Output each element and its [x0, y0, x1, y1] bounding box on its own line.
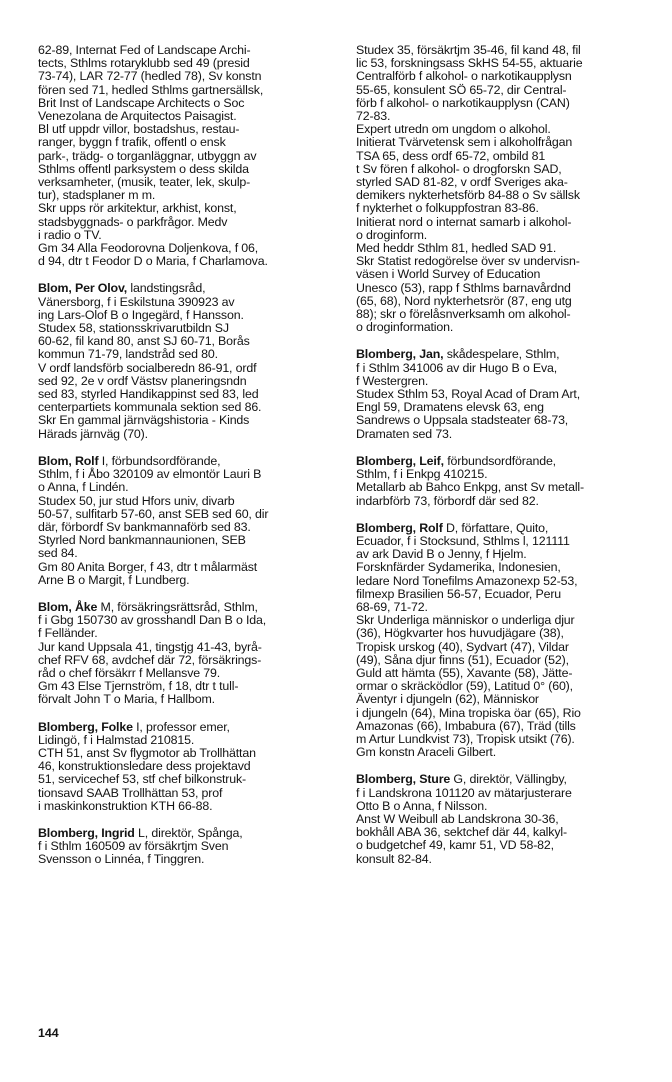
entry-continuation — [356, 44, 650, 334]
entry-line: I, professor emer, — [132, 719, 230, 734]
entry-line: D, författare, Quito, — [442, 520, 549, 535]
entry-line: 68-69, 71-72. — [356, 599, 428, 614]
entry-line: i maskinkonstruktion KTH 66-88. — [38, 798, 213, 813]
entry-line: Tropisk urskog (40), Sydvart (47), Vildar — [356, 639, 569, 654]
entry-line: Skr upps rör arkitektur, arkhist, konst, — [38, 201, 237, 216]
entry-line: chef RFV 68, avdchef där 72, försäkrings- — [38, 652, 262, 667]
entry-line: styrled SAD 81-82, v ordf Sveriges aka- — [356, 175, 568, 190]
entry-line: ranger, byggn f trafik, offentl o ensk — [38, 135, 226, 150]
entry-line: filmexp Brasilien 56-57, Ecuador, Peru — [356, 586, 562, 601]
entry-line: f i Sthlm 160509 av försäkrtjm Sven — [38, 839, 229, 854]
entry-line: V ordf landsförb socialberedn 86-91, ordf — [38, 360, 257, 375]
entry-line: Metallarb ab Bahco Enkpg, anst Sv metall- — [356, 480, 585, 495]
entry-line: Dramaten sed 73. — [356, 426, 453, 441]
entry-line: Unesco (53), rapp f Sthlms barnavårdnd — [356, 280, 571, 295]
entry-line: verksamheter, (musik, teater, lek, skulp- — [38, 175, 251, 190]
entry-line: Sthlms offentl parksystem o dess skilda — [38, 161, 249, 176]
entry-line: Bl utf uppdr villor, bostadshus, restau- — [38, 122, 240, 137]
entry-line: G, direktör, Vällingby, — [450, 772, 567, 787]
entry-line: Gm 34 Alla Feodorovna Doljenkova, f 06, — [38, 241, 259, 256]
entry-line: f i Landskrona 101120 av mätarjusterare — [356, 785, 572, 800]
entry-name: Blom, Rolf — [38, 453, 99, 468]
entry-line: tionsavd SAAB Trollhättan 53, prof — [38, 785, 223, 800]
entry-line: Studex Sthlm 53, Royal Acad of Dram Art, — [356, 387, 581, 402]
entry-blomberg-folke — [38, 721, 328, 813]
entry-line: Initierat nord o internat samarb i alkohol- — [356, 214, 572, 229]
entry-line: (49), Såna djur finns (51), Ecuador (52), — [356, 652, 569, 667]
entry-line: Skr Statist redogörelse över sv undervisn- — [356, 254, 580, 269]
entry-line: 72-83. — [356, 109, 391, 124]
entry-line: tects, Sthlms rotaryklubb sed 49 (presid — [38, 56, 250, 71]
entry-line: 55-65, konsulent SÖ 65-72, dir Central- — [356, 82, 567, 97]
entry-line: 51, servicechef 53, stf chef bilkonstruk- — [38, 772, 247, 787]
entry-line: o budgetchef 49, kamr 51, VD 58-82, — [356, 838, 554, 853]
entry-line: fören sed 71, hedled Sthlms gartnersällsk, — [38, 82, 264, 97]
entry-line: Sthlm, f i Åbo 320109 av elmontör Lauri B — [38, 467, 262, 482]
entry-line: Expert utredn om ungdom o alkohol. — [356, 122, 551, 137]
entry-line: park-, trädg- o torganläggnar, utbyggn av — [38, 148, 257, 163]
entry-line: där, förbordf Sv bankmannaförb sed 83. — [38, 519, 251, 534]
entry-line: TSA 65, dess ordf 65-72, ombild 81 — [356, 148, 546, 163]
entry-line: Anst W Weibull ab Landskrona 30-36, — [356, 811, 559, 826]
entry-line: i djungeln (64), Mina tropiska öar (65), Rio — [356, 705, 581, 720]
entry-line: Sandrews o Uppsala stadsteater 68-73, — [356, 413, 569, 428]
entry-line: 60-62, fil kand 80, anst SJ 60-71, Borås — [38, 334, 250, 349]
entry-line: f nykterhet o folkuppfostran 83-86. — [356, 201, 539, 216]
entry-line: råd o chef försäkrr f Mellansve 79. — [38, 665, 221, 680]
entry-line: Studex 58, stationsskrivarutbildn SJ — [38, 321, 229, 336]
entry-line: L, direktör, Spånga, — [134, 825, 243, 840]
entry-line: Sthlm, f i Enkpg 410215. — [356, 467, 488, 482]
entry-line: Guld att hämta (55), Xavante (58), Jätte- — [356, 665, 573, 680]
entry-line: indarbförb 73, förbordf där sed 82. — [356, 493, 539, 508]
entry-line: 62-89, Internat Fed of Landscape Archi- — [38, 43, 251, 57]
entry-line: Skr En gammal järnvägshistoria - Kinds — [38, 413, 250, 428]
entry-blom-rolf — [38, 455, 328, 587]
entry-line: Jur kand Uppsala 41, tingstjg 41-43, byrå- — [38, 639, 262, 654]
entry-line: o Anna, f Lindén. — [38, 480, 129, 495]
page-number: 144 — [38, 1026, 59, 1040]
entry-line: f Felländer. — [38, 626, 98, 641]
entry-line: Härads järnväg (70). — [38, 426, 148, 441]
entry-first-line — [356, 773, 650, 786]
entry-line: konsult 82-84. — [356, 851, 432, 866]
entry-line: väsen i World Survey of Education — [356, 267, 541, 282]
entry-line: Studex 35, försäkrtjm 35-46, fil kand 48, fil — [356, 43, 581, 57]
entry-line: sed 83, styrled Handikappinst sed 83, led — [38, 387, 259, 402]
entry-line: Vänersborg, f i Eskilstuna 390923 av — [38, 294, 235, 309]
entry-line: lic 53, forskningsass SkHS 54-55, aktuarie — [356, 56, 583, 71]
entry-line: Gm 80 Anita Borger, f 43, dtr t målarmäst — [38, 559, 258, 574]
entry-blomberg-sture — [356, 773, 650, 865]
entry-line: Initierat Tvärvetensk sem i alkoholfrågan — [356, 135, 573, 150]
entry-blomberg-jan — [356, 348, 650, 440]
entry-line: Styrled Nord bankmannaunionen, SEB — [38, 533, 246, 548]
entry-line: förb f alkohol- o narkotikaupplysn (CAN) — [356, 95, 570, 110]
entry-name: Blomberg, Folke — [38, 719, 133, 734]
entry-first-line — [38, 721, 328, 734]
entry-line: demikers nykterhetsförb 84-88 o Sv sällsk — [356, 188, 580, 203]
entry-line: o droginform. — [356, 227, 428, 242]
entry-line: (65, 68), Nord nykterhetsrör (87, eng utg — [356, 293, 572, 308]
entry-line: t Sv fören f alkohol- o drogforskn SAD, — [356, 161, 562, 176]
entry-blomberg-rolf — [356, 522, 650, 760]
entry-line: d 94, dtr t Feodor D o Maria, f Charlamova. — [38, 254, 268, 269]
entry-line: Ecuador, f i Stocksund, Sthlms l, 121111 — [356, 533, 570, 548]
entry-name: Blom, Per Olov, — [38, 281, 128, 296]
entry-line: 88); skr o förelåsnverksamh om alkohol- — [356, 307, 571, 322]
entry-line: I, förbundsordförande, — [98, 453, 221, 468]
entry-line: Venezolana de Arquitectos Paisagist. — [38, 109, 237, 124]
entry-line: Forsknfärder Sydamerika, Indonesien, — [356, 560, 561, 575]
entry-line: Centralförb f alkohol- o narkotikaupplysn — [356, 69, 572, 84]
entry-line: skådespelare, Sthlm, — [443, 347, 560, 362]
entry-line: Arne B o Margit, f Lundberg. — [38, 572, 190, 587]
entry-line: stadsbyggnads- o parkfrågor. Medv — [38, 214, 228, 229]
entry-line: f i Gbg 150730 av grosshandl Dan B o Ida, — [38, 613, 267, 628]
entry-line: M, försäkringsrättsråd, Sthlm, — [97, 599, 258, 614]
entry-line: centerpartiets kommunala sektion sed 86. — [38, 400, 262, 415]
entry-first-line — [356, 348, 650, 361]
entry-line: Äventyr i djungeln (62), Människor — [356, 692, 539, 707]
entry-line: i radio o TV. — [38, 227, 102, 242]
entry-line: 46, konstruktionsledare dess projektavd — [38, 759, 251, 774]
entry-line: Brit Inst of Landscape Architects o Soc — [38, 95, 245, 110]
entry-line: m Artur Lundkvist 73), Tropisk utsikt (76). — [356, 731, 575, 746]
entry-line: förvalt John T o Maria, f Hallbom. — [38, 692, 215, 707]
entry-line: Gm 43 Else Tjernström, f 18, dtr t tull- — [38, 679, 239, 694]
entry-line: kommun 71-79, landstråd sed 80. — [38, 347, 218, 362]
entry-blom-ake — [38, 601, 328, 707]
entry-line: ormar o skräcködlor (59), Latitud 0° (60), — [356, 679, 573, 694]
entry-line: Otto B o Anna, f Nilsson. — [356, 798, 488, 813]
entry-line: ledare Nord Tonefilms Amazonexp 52-53, — [356, 573, 578, 588]
entry-line: landstingsråd, — [127, 281, 206, 296]
entry-line: Skr Underliga människor o underliga djur — [356, 613, 575, 628]
entry-blomberg-ingrid — [38, 827, 328, 867]
entry-line: Studex 50, jur stud Hfors univ, divarb — [38, 493, 235, 508]
entry-line: Lidingö, f i Halmstad 210815. — [38, 732, 195, 747]
entry-first-line — [356, 522, 650, 535]
entry-line: ing Lars-Olof B o Ingegärd, f Hansson. — [38, 307, 244, 322]
entry-line: sed 84. — [38, 546, 78, 561]
entry-name: Blomberg, Leif, — [356, 453, 444, 468]
right-column — [356, 44, 650, 880]
entry-name: Blomberg, Ingrid — [38, 825, 135, 840]
entry-line: o droginformation. — [356, 320, 454, 335]
entry-line: (36), Högkvarter hos huvudjägare (38), — [356, 626, 564, 641]
entry-continuation — [38, 44, 328, 268]
entry-name: Blomberg, Rolf — [356, 520, 443, 535]
entry-line: f Westergren. — [356, 373, 429, 388]
left-column — [38, 44, 328, 881]
entry-blomberg-leif — [356, 455, 650, 508]
entry-line: 73-74), LAR 72-77 (hedled 78), Sv konstn — [38, 69, 262, 84]
entry-line: Engl 59, Dramatens elevsk 63, eng — [356, 400, 544, 415]
entry-line: Amazonas (66), Imbabura (67), Träd (tills — [356, 718, 576, 733]
entry-line: tur), stadsplaner m m. — [38, 188, 156, 203]
entry-line: 50-57, sulfitarb 57-60, anst SEB sed 60, dir — [38, 506, 269, 521]
entry-line: Gm konstn Araceli Gilbert. — [356, 745, 497, 760]
entry-name: Blom, Åke — [38, 599, 98, 614]
entry-line: Svensson o Linnéa, f Tinggren. — [38, 852, 205, 867]
entry-line: av ark David B o Jenny, f Hjelm. — [356, 547, 527, 562]
entry-first-line — [38, 282, 328, 295]
entry-name: Blomberg, Jan, — [356, 347, 444, 362]
entry-line: f i Sthlm 341006 av dir Hugo B o Eva, — [356, 360, 558, 375]
entry-blom-per-olov — [38, 282, 328, 440]
entry-line: förbundsordförande, — [443, 453, 556, 468]
entry-line: CTH 51, anst Sv flygmotor ab Trollhättan — [38, 745, 256, 760]
entry-name: Blomberg, Sture — [356, 772, 451, 787]
entry-line: sed 92, 2e v ordf Västsv planeringsndn — [38, 373, 247, 388]
entry-line: bokhåll ABA 36, sektchef där 44, kalkyl- — [356, 825, 567, 840]
entry-line: Med heddr Sthlm 81, hedled SAD 91. — [356, 241, 557, 256]
